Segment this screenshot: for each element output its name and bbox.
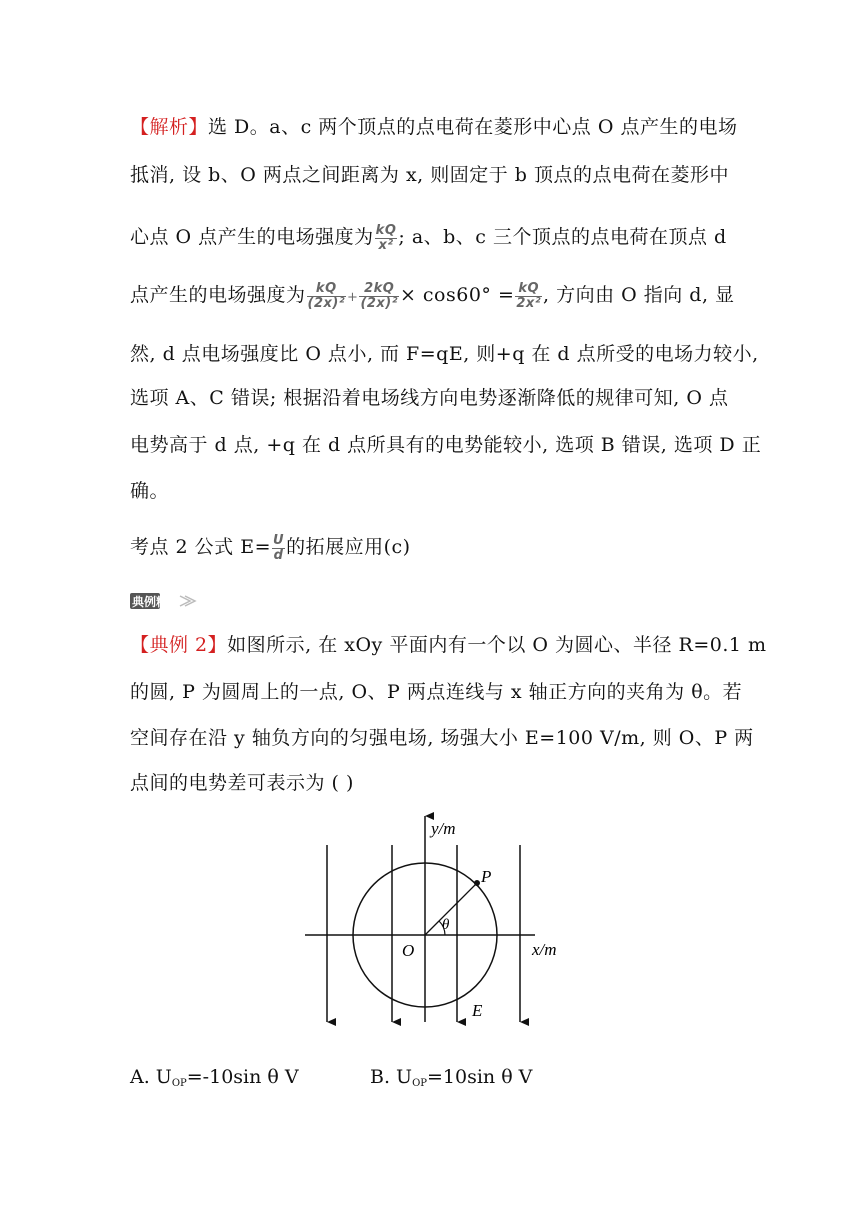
formula-kq-over-2x-sq: $\frac{kQ}{\text{(2x)²}}$ [307, 280, 346, 311]
analysis-line-3: 心点 O 点产生的电场强度为 $\frac{kQ}{\text{x²}}$ ; a、b、c 三个顶点的点电荷在顶点 d [130, 222, 727, 253]
formula-2kq-over-2x-sq: $\frac{2kQ}{\text{(2x)²}}$ [360, 280, 398, 311]
op-radius [425, 883, 477, 935]
analysis-line-6: 选项 A、C 错误; 根据沿着电场线方向电势逐渐降低的规律可知, O 点 [130, 387, 729, 409]
example-tag: 【典例 2】 [130, 634, 228, 656]
analysis-line-1: 【解析】选 D。a、c 两个顶点的点电荷在菱形中心点 O 点产生的电场 [130, 116, 738, 138]
x-axis-label: x/m [532, 940, 557, 959]
point-p [474, 880, 480, 886]
analysis-line-2: 抵消, 设 b、O 两点之间距离为 x, 则固定于 b 顶点的点电荷在菱形中 [130, 164, 729, 186]
option-b[interactable]: B. $U_{OP}=10\sin$ θ V [370, 1066, 533, 1089]
formula-u-over-d: $\frac{U}{d}$ [273, 532, 285, 563]
example-line-4: 点间的电势差可表示为 ( ) [130, 772, 354, 794]
y-axis-label: y/m [431, 819, 456, 838]
analysis-line-4: 点产生的电场强度为 $\frac{kQ}{\text{(2x)²}}$ + $\frac{2kQ}{\text{(2x)²}}$ × cos60° = $\frac{kQ}{\text{2x²}}$ , 方向由 O 指向 d, 显 [130, 280, 735, 311]
point-p-label: P [481, 867, 492, 886]
formula-kq-over-x2: $\frac{kQ}{\text{x²}}$ [375, 222, 397, 253]
origin-label: O [402, 941, 415, 960]
field-label: E [472, 1001, 483, 1020]
analysis-line-8: 确。 [130, 480, 170, 502]
example-banner [130, 592, 198, 610]
option-a[interactable]: A. $U_{OP}=-10\sin$ θ V [130, 1066, 299, 1089]
example-line-1: 【典例 2】如图所示, 在 xOy 平面内有一个以 O 为圆心、半径 R=0.1 m [130, 634, 767, 656]
example-line-3: 空间存在沿 y 轴负方向的匀强电场, 场强大小 E=100 V/m, 则 O、P 两 [130, 727, 754, 749]
banner-graphic [130, 592, 198, 610]
topic-heading: 考点 2 公式 E= $\frac{U}{d}$ 的拓展应用(c) [130, 532, 411, 563]
formula-kq-over-2x2: $\frac{kQ}{\text{2x²}}$ [516, 280, 542, 311]
analysis-line-7: 电势高于 d 点, +q 在 d 点所具有的电势能较小, 选项 B 错误, 选项 D 正 [130, 434, 762, 456]
field-diagram [300, 810, 580, 1030]
banner-arrow-icon [180, 596, 195, 606]
angle-label: θ [442, 917, 450, 933]
analysis-tag: 【解析】 [130, 116, 209, 138]
banner-text: 典例精研 [132, 595, 181, 609]
example-line-2: 的圆, P 为圆周上的一点, O、P 两点连线与 x 轴正方向的夹角为 θ。若 [130, 681, 743, 703]
analysis-line-5: 然, d 点电场强度比 O 点小, 而 F=qE, 则+q 在 d 点所受的电场力较小, [130, 343, 759, 365]
